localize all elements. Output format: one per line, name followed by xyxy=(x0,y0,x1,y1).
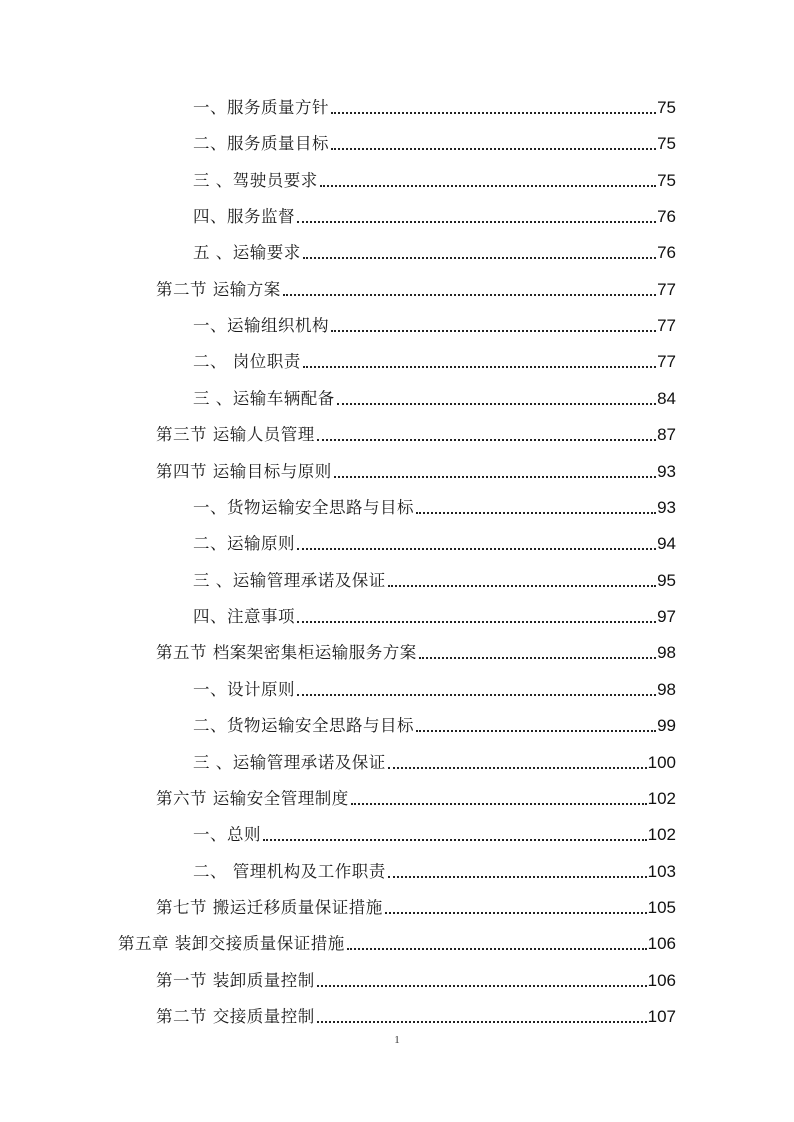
toc-entry-page: 77 xyxy=(657,316,676,335)
toc-entry-label: 三 、运输车辆配备 xyxy=(193,389,335,408)
toc-entry[interactable] xyxy=(156,459,676,483)
toc-entry-label: 二、货物运输安全思路与目标 xyxy=(193,716,414,735)
toc-entry[interactable] xyxy=(156,422,676,446)
toc-entry-page: 77 xyxy=(657,280,676,299)
dot-leader xyxy=(297,684,656,696)
toc-entry[interactable] xyxy=(193,604,676,628)
toc-entry-page: 102 xyxy=(647,789,676,808)
toc-entry-label: 第六节 运输安全管理制度 xyxy=(156,789,349,808)
toc-entry-page: 99 xyxy=(657,716,676,735)
dot-leader xyxy=(317,975,647,987)
dot-leader xyxy=(331,138,656,150)
toc-entry-page: 97 xyxy=(657,607,676,626)
toc-entry[interactable] xyxy=(156,277,676,301)
toc-entry-label: 一、设计原则 xyxy=(193,680,295,699)
dot-leader xyxy=(297,611,656,623)
toc-entry[interactable] xyxy=(193,568,676,592)
toc-entry[interactable] xyxy=(118,931,676,955)
toc-entry[interactable] xyxy=(156,895,676,919)
dot-leader xyxy=(385,902,647,914)
toc-entry-page: 75 xyxy=(657,171,676,190)
toc-entry-label: 一、总则 xyxy=(193,825,261,844)
dot-leader xyxy=(347,938,647,950)
toc-entry-page: 106 xyxy=(647,971,676,990)
dot-leader xyxy=(320,175,656,187)
dot-leader xyxy=(297,538,656,550)
dot-leader xyxy=(331,320,656,332)
toc-entry-page: 93 xyxy=(657,498,676,517)
toc-entry-label: 五 、运输要求 xyxy=(193,243,301,262)
toc-entry[interactable] xyxy=(193,531,676,555)
dot-leader xyxy=(303,356,656,368)
toc-entry-page: 76 xyxy=(657,243,676,262)
toc-entry-page: 75 xyxy=(657,134,676,153)
toc-entry-label: 第五节 档案架密集柜运输服务方案 xyxy=(156,643,417,662)
toc-entry[interactable] xyxy=(193,131,676,155)
dot-leader xyxy=(337,393,656,405)
dot-leader xyxy=(416,720,656,732)
dot-leader xyxy=(388,866,647,878)
toc-entry-page: 100 xyxy=(647,753,676,772)
toc-entry-page: 94 xyxy=(657,534,676,553)
toc-entry[interactable] xyxy=(193,750,676,774)
page-number: 1 xyxy=(394,1034,400,1046)
toc-entry-page: 87 xyxy=(657,425,676,444)
toc-entry[interactable] xyxy=(193,313,676,337)
dot-leader xyxy=(317,1011,647,1023)
dot-leader xyxy=(388,757,647,769)
toc-entry-page: 93 xyxy=(657,462,676,481)
toc-entry-page: 77 xyxy=(657,352,676,371)
toc-entry-page: 95 xyxy=(657,571,676,590)
toc-entry[interactable] xyxy=(193,386,676,410)
toc-entry-label: 三 、运输管理承诺及保证 xyxy=(193,571,386,590)
toc-entry[interactable] xyxy=(156,968,676,992)
toc-entry-label: 一、货物运输安全思路与目标 xyxy=(193,498,414,517)
toc-entry-label: 第二节 交接质量控制 xyxy=(156,1007,315,1026)
toc-entry-label: 四、服务监督 xyxy=(193,207,295,226)
toc-entry-label: 第一节 装卸质量控制 xyxy=(156,971,315,990)
toc-entry[interactable] xyxy=(193,168,676,192)
dot-leader xyxy=(388,575,656,587)
toc-entry-label: 三 、运输管理承诺及保证 xyxy=(193,753,386,772)
toc-entry-page: 103 xyxy=(647,862,676,881)
dot-leader xyxy=(419,647,656,659)
toc-entry-page: 76 xyxy=(657,207,676,226)
toc-entry[interactable] xyxy=(193,859,676,883)
toc-entry-label: 四、注意事项 xyxy=(193,607,295,626)
toc-entry[interactable] xyxy=(156,640,676,664)
dot-leader xyxy=(297,211,656,223)
dot-leader xyxy=(416,502,656,514)
toc-entry[interactable] xyxy=(193,204,676,228)
toc-entry[interactable] xyxy=(156,786,676,810)
dot-leader xyxy=(317,429,656,441)
toc-entry-label: 第五章 装卸交接质量保证措施 xyxy=(118,934,345,953)
toc-entry[interactable] xyxy=(193,349,676,373)
toc-entry-page: 75 xyxy=(657,98,676,117)
toc-entry[interactable] xyxy=(193,822,676,846)
toc-entry[interactable] xyxy=(156,1004,676,1028)
toc-entry-label: 二、 岗位职责 xyxy=(193,352,301,371)
toc-entry-page: 107 xyxy=(647,1007,676,1026)
toc-entry-label: 二、运输原则 xyxy=(193,534,295,553)
toc-entry-page: 106 xyxy=(647,934,676,953)
toc-entry-page: 102 xyxy=(647,825,676,844)
toc-entry-label: 一、服务质量方针 xyxy=(193,98,329,117)
toc-entry-label: 第四节 运输目标与原则 xyxy=(156,462,332,481)
toc-entry-label: 第二节 运输方案 xyxy=(156,280,281,299)
toc-entry[interactable] xyxy=(193,95,676,119)
toc-entry-label: 一、运输组织机构 xyxy=(193,316,329,335)
toc-entry-label: 第三节 运输人员管理 xyxy=(156,425,315,444)
toc-entry[interactable] xyxy=(193,713,676,737)
dot-leader xyxy=(351,793,647,805)
toc-entry[interactable] xyxy=(193,240,676,264)
dot-leader xyxy=(334,466,656,478)
toc-entry-page: 105 xyxy=(647,898,676,917)
dot-leader xyxy=(263,829,647,841)
dot-leader xyxy=(303,247,656,259)
toc-entry-page: 98 xyxy=(657,643,676,662)
toc-entry[interactable] xyxy=(193,677,676,701)
toc-entry-label: 二、 管理机构及工作职责 xyxy=(193,862,386,881)
toc-entry-page: 84 xyxy=(657,389,676,408)
dot-leader xyxy=(283,284,656,296)
toc-entry-page: 98 xyxy=(657,680,676,699)
toc-entry-label: 三 、驾驶员要求 xyxy=(193,171,318,190)
toc-entry-label: 二、服务质量目标 xyxy=(193,134,329,153)
toc-entry[interactable] xyxy=(193,495,676,519)
dot-leader xyxy=(331,102,656,114)
toc-entry-label: 第七节 搬运迁移质量保证措施 xyxy=(156,898,383,917)
